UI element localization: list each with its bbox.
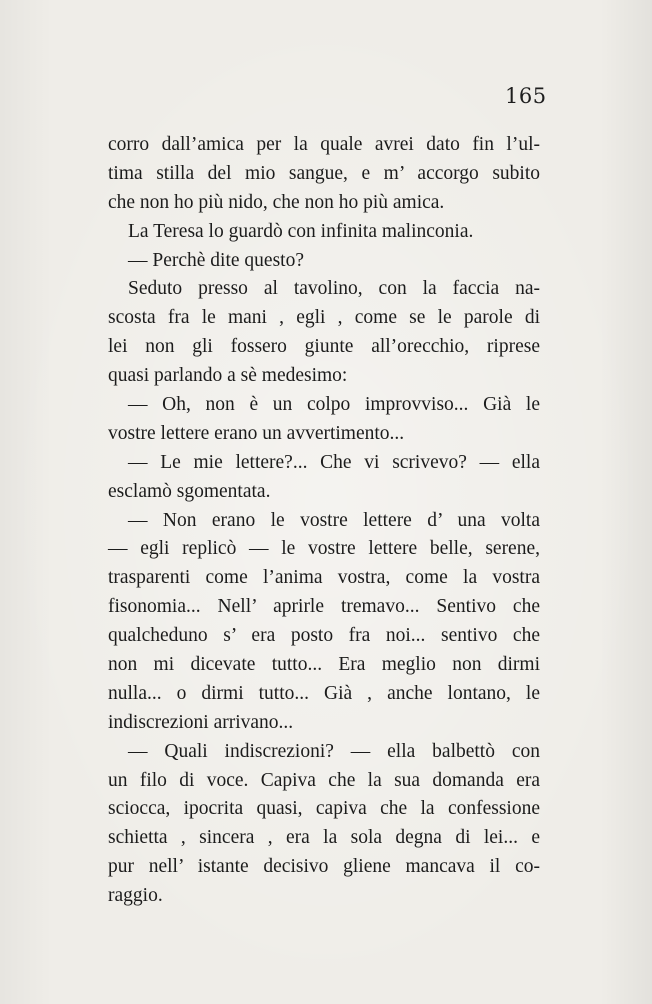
text-line: sciocca, ipocrita quasi, capiva che la confessione [108, 798, 540, 820]
text-line: — Le mie lettere?... Che vi scrivevo? — ella [128, 451, 540, 473]
text-line: fisonomia... Nell’ aprirle tremavo... Sentivo che [108, 596, 540, 618]
text-line: lei non gli fossero giunte all’orecchio, riprese [108, 336, 540, 358]
text-line: indiscrezioni arrivano... [108, 711, 294, 733]
text-line: scosta fra le mani , egli , come se le parole di [108, 307, 540, 329]
text-line: — Quali indiscrezioni? — ella balbettò con [128, 740, 540, 762]
text-line: — Non erano le vostre lettere d’ una volta [128, 509, 540, 531]
text-line: nulla... o dirmi tutto... Già , anche lontano, le [108, 682, 540, 704]
text-line: Seduto presso al tavolino, con la faccia na- [128, 278, 540, 300]
text-line: pur nell’ istante decisivo gliene mancava il co- [108, 856, 540, 878]
text-line: schietta , sincera , era la sola degna di lei... e [108, 827, 540, 849]
text-line: quasi parlando a sè medesimo: [108, 365, 348, 387]
text-line: un filo di voce. Capiva che la sua domanda era [108, 769, 540, 791]
text-line: raggio. [108, 885, 163, 907]
text-line: trasparenti come l’anima vostra, come la vostra [108, 567, 540, 589]
text-line: non mi dicevate tutto... Era meglio non dirmi [108, 654, 540, 676]
text-line: corro dall’amica per la quale avrei dato fin l’ul- [108, 134, 540, 155]
text-line: vostre lettere erano un avvertimento... [108, 422, 405, 444]
page-number: 165 [505, 84, 547, 108]
text-line: che non ho più nido, che non ho più amica. [108, 191, 445, 213]
text-line: — Perchè dite questo? [128, 249, 304, 271]
text-line: — Oh, non è un colpo improvviso... Già le [128, 394, 540, 416]
text-line: La Teresa lo guardò con infinita malinconia. [128, 220, 474, 242]
text-line: qualcheduno s’ era posto fra noi... sentivo che [108, 625, 540, 647]
body-text [108, 131, 540, 911]
text-line: — egli replicò — le vostre lettere belle, serene, [108, 538, 540, 560]
text-line: tima stilla del mio sangue, e m’ accorgo subito [108, 162, 540, 184]
text-line: esclamò sgomentata. [108, 480, 271, 502]
